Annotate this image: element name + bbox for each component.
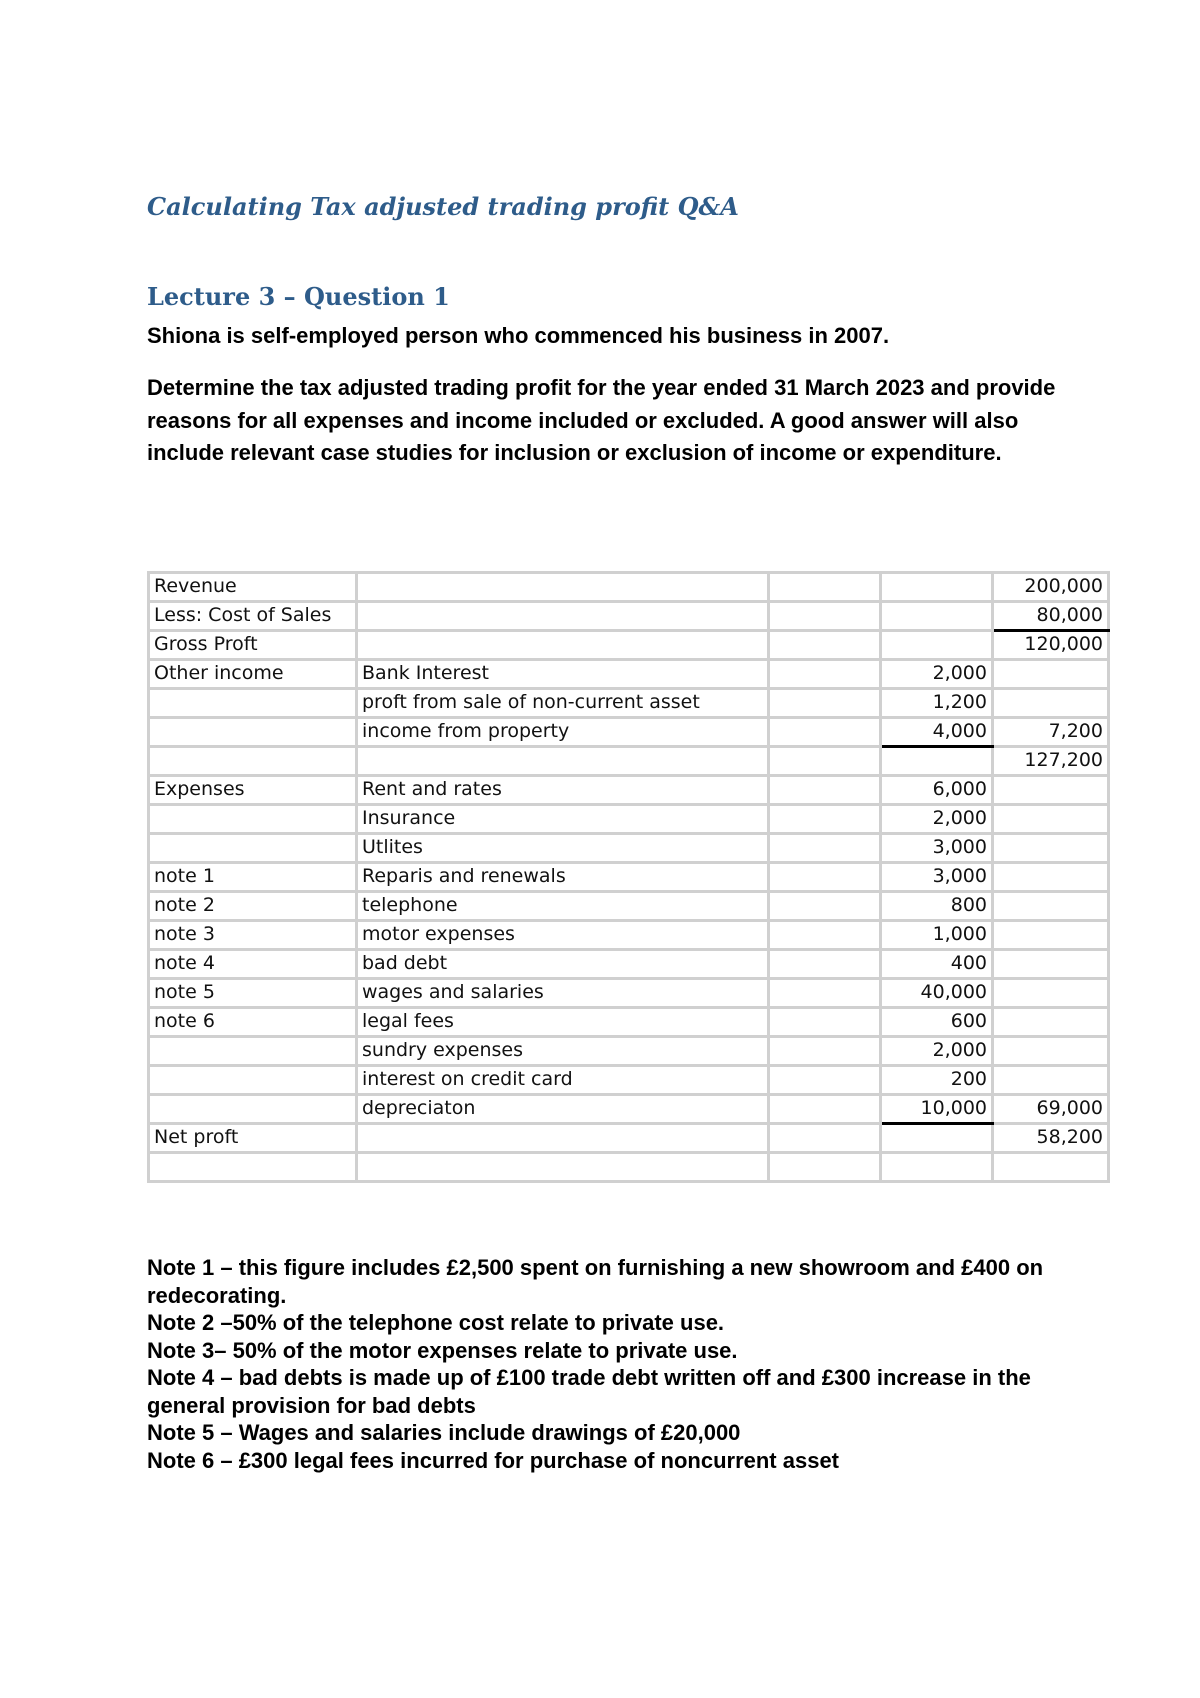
row-total: 200,000	[993, 573, 1109, 602]
lecture-heading: Lecture 3 – Question 1	[147, 282, 450, 311]
row-amount: 3,000	[881, 834, 993, 863]
note-2: Note 2 –50% of the telephone cost relate to private use.	[147, 1310, 725, 1335]
row-item: Reparis and renewals	[357, 863, 769, 892]
note-1: Note 1 – this figure includes £2,500 spent on furnishing a new showroom and £400 on redecorating.	[147, 1255, 1044, 1308]
row-label: note 1	[149, 863, 357, 892]
row-empty-cell	[769, 602, 881, 631]
row-label	[149, 1095, 357, 1124]
row-total	[993, 1153, 1109, 1182]
row-amount: 3,000	[881, 863, 993, 892]
table-row	[149, 1037, 1109, 1066]
row-total	[993, 921, 1109, 950]
table-row	[149, 805, 1109, 834]
row-item	[357, 747, 769, 776]
notes-list	[147, 1254, 1087, 1474]
table-row	[149, 950, 1109, 979]
row-item: sundry expenses	[357, 1037, 769, 1066]
row-label: note 6	[149, 1008, 357, 1037]
table-row	[149, 573, 1109, 602]
row-empty-cell	[769, 631, 881, 660]
table-row	[149, 892, 1109, 921]
row-total	[993, 1037, 1109, 1066]
row-item: telephone	[357, 892, 769, 921]
row-total	[993, 863, 1109, 892]
table-row	[149, 1153, 1109, 1182]
row-item	[357, 1153, 769, 1182]
row-total: 69,000	[993, 1095, 1109, 1124]
row-empty-cell	[769, 921, 881, 950]
row-total	[993, 805, 1109, 834]
row-label: Net proft	[149, 1124, 357, 1153]
row-amount: 600	[881, 1008, 993, 1037]
row-empty-cell	[769, 1037, 881, 1066]
table-row	[149, 1066, 1109, 1095]
row-empty-cell	[769, 805, 881, 834]
row-empty-cell	[769, 1153, 881, 1182]
row-label: note 4	[149, 950, 357, 979]
document-title: Calculating Tax adjusted trading profit Q&A	[147, 192, 739, 221]
row-total: 7,200	[993, 718, 1109, 747]
table-row	[149, 660, 1109, 689]
note-5: Note 5 – Wages and salaries include drawings of £20,000	[147, 1420, 741, 1445]
row-label	[149, 1153, 357, 1182]
row-empty-cell	[769, 689, 881, 718]
row-amount: 2,000	[881, 805, 993, 834]
row-label	[149, 1066, 357, 1095]
profit-and-loss-table	[147, 571, 1110, 1183]
row-item: wages and salaries	[357, 979, 769, 1008]
row-item: legal fees	[357, 1008, 769, 1037]
row-item: motor expenses	[357, 921, 769, 950]
row-empty-cell	[769, 776, 881, 805]
row-label	[149, 689, 357, 718]
row-total	[993, 979, 1109, 1008]
row-amount: 2,000	[881, 1037, 993, 1066]
row-total	[993, 950, 1109, 979]
row-empty-cell	[769, 979, 881, 1008]
row-item: depreciaton	[357, 1095, 769, 1124]
table-row	[149, 631, 1109, 660]
table-row	[149, 689, 1109, 718]
row-total	[993, 1066, 1109, 1095]
row-empty-cell	[769, 573, 881, 602]
row-empty-cell	[769, 1008, 881, 1037]
note-6: Note 6 – £300 legal fees incurred for purchase of noncurrent asset	[147, 1447, 840, 1473]
question-paragraph: Determine the tax adjusted trading profit for the year ended 31 March 2023 and provide reasons for all expenses and income included or excluded. A good answer will also include relevant case studies for inclusion or exclusion of income or expenditure.	[147, 375, 1056, 465]
row-label: Less: Cost of Sales	[149, 602, 357, 631]
row-amount	[881, 1124, 993, 1153]
row-label: note 3	[149, 921, 357, 950]
row-label: Revenue	[149, 573, 357, 602]
row-total	[993, 834, 1109, 863]
row-empty-cell	[769, 892, 881, 921]
row-empty-cell	[769, 747, 881, 776]
row-amount	[881, 747, 993, 776]
row-label: Expenses	[149, 776, 357, 805]
intro-paragraph: Shiona is self-employed person who commenced his business in 2007.	[147, 323, 890, 348]
row-amount: 40,000	[881, 979, 993, 1008]
row-item: Rent and rates	[357, 776, 769, 805]
row-item: Bank Interest	[357, 660, 769, 689]
row-empty-cell	[769, 1095, 881, 1124]
row-label	[149, 718, 357, 747]
row-label	[149, 805, 357, 834]
row-label: Other income	[149, 660, 357, 689]
row-amount: 1,000	[881, 921, 993, 950]
row-amount: 1,200	[881, 689, 993, 718]
row-empty-cell	[769, 863, 881, 892]
row-amount: 2,000	[881, 660, 993, 689]
row-empty-cell	[769, 834, 881, 863]
table-row	[149, 776, 1109, 805]
row-amount: 6,000	[881, 776, 993, 805]
table-row	[149, 747, 1109, 776]
row-total	[993, 689, 1109, 718]
row-item: Insurance	[357, 805, 769, 834]
row-label: note 2	[149, 892, 357, 921]
row-total: 58,200	[993, 1124, 1109, 1153]
table-row	[149, 834, 1109, 863]
row-total	[993, 1008, 1109, 1037]
row-amount: 800	[881, 892, 993, 921]
row-total: 80,000	[993, 602, 1109, 631]
row-amount	[881, 573, 993, 602]
row-amount	[881, 1153, 993, 1182]
row-total	[993, 660, 1109, 689]
row-amount	[881, 631, 993, 660]
row-item: Utlites	[357, 834, 769, 863]
row-amount: 4,000	[881, 718, 993, 747]
row-empty-cell	[769, 660, 881, 689]
row-amount	[881, 602, 993, 631]
table-row	[149, 921, 1109, 950]
row-empty-cell	[769, 1124, 881, 1153]
table-row	[149, 1095, 1109, 1124]
row-item	[357, 631, 769, 660]
row-label	[149, 747, 357, 776]
row-label: Gross Proft	[149, 631, 357, 660]
row-total	[993, 776, 1109, 805]
row-item	[357, 573, 769, 602]
table-row	[149, 863, 1109, 892]
row-total	[993, 892, 1109, 921]
row-label	[149, 834, 357, 863]
row-amount: 400	[881, 950, 993, 979]
table-row	[149, 1008, 1109, 1037]
table-row	[149, 1124, 1109, 1153]
row-amount: 200	[881, 1066, 993, 1095]
row-item	[357, 602, 769, 631]
row-item: bad debt	[357, 950, 769, 979]
row-empty-cell	[769, 950, 881, 979]
row-empty-cell	[769, 718, 881, 747]
row-amount: 10,000	[881, 1095, 993, 1124]
row-item	[357, 1124, 769, 1153]
note-4: Note 4 – bad debts is made up of £100 trade debt written off and £300 increase in the general provision for bad debts	[147, 1365, 1031, 1418]
table-row	[149, 718, 1109, 747]
row-item: income from property	[357, 718, 769, 747]
table-row	[149, 602, 1109, 631]
table-row	[149, 979, 1109, 1008]
row-label	[149, 1037, 357, 1066]
row-total: 127,200	[993, 747, 1109, 776]
row-total: 120,000	[993, 631, 1109, 660]
row-item: interest on credit card	[357, 1066, 769, 1095]
row-label: note 5	[149, 979, 357, 1008]
row-empty-cell	[769, 1066, 881, 1095]
row-item: proft from sale of non-current asset	[357, 689, 769, 718]
note-3: Note 3– 50% of the motor expenses relate to private use.	[147, 1337, 738, 1363]
